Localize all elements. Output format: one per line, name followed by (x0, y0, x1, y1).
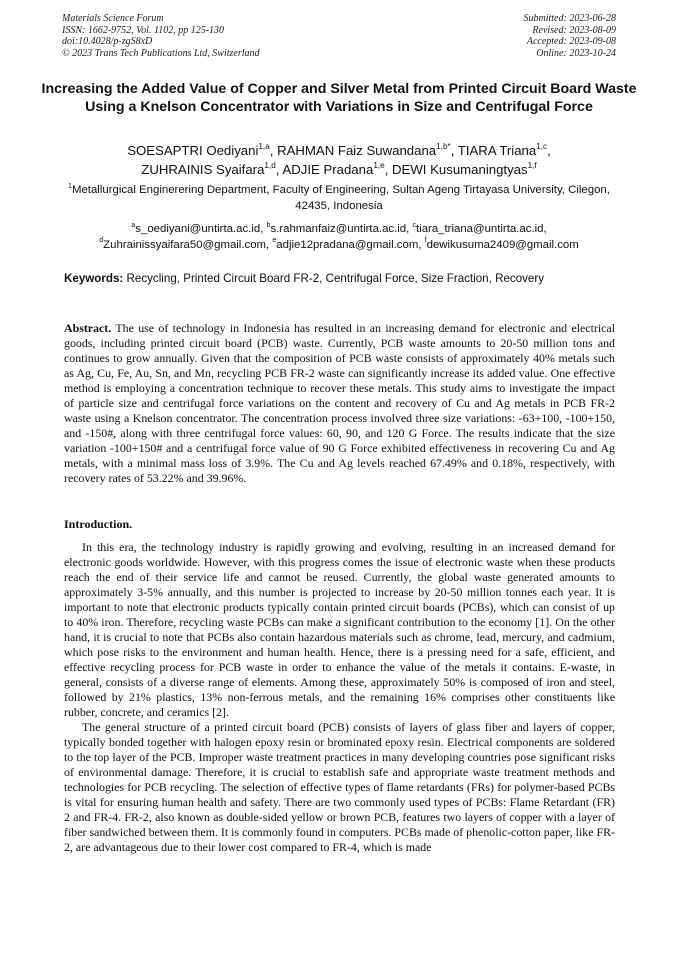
introduction-body (64, 540, 615, 855)
journal-info (62, 13, 260, 59)
author-name: SOESAPTRI Oediyani (127, 143, 259, 158)
author-name: ADJIE Pradana (282, 162, 374, 177)
email-mark: e (272, 237, 277, 244)
date-accepted: Accepted: 2023-09-08 (526, 36, 616, 48)
journal-issn: ISSN: 1662-9752, Vol. 1102, pp 125-130 (62, 24, 225, 36)
author-name: ZUHRAINIS Syaifara (141, 162, 265, 177)
email-mark: c (412, 221, 417, 229)
keywords (64, 271, 624, 286)
author-affiliation-mark: 1,e (373, 160, 385, 170)
author-list: SOESAPTRI Oediyani$^{1,a}$, RAHMAN Faiz Suwandana$^{1,b*}$, TIARA Triana$^{1,c}$, ZUHRAINIS Syaifara$^{1,d}$, ADJIE Pradana$^{1,e}$, DEWI Kusumaningtyas$^{1,f}$ (127, 141, 551, 177)
date-online: Online: 2023-10-24 (536, 47, 616, 59)
author-name: RAHMAN Faiz Suwandana (277, 143, 437, 158)
email-address: Zuhrainissyaifara50@gmail.com (103, 238, 267, 251)
journal-doi: doi:10.4028/p-zgS8xD (62, 36, 153, 48)
author-affiliation-mark: 1,b* (436, 141, 451, 151)
paper-title: Increasing the Added Value of Copper and Silver Metal from Printed Circuit Board Waste Using a Knelson Concentrator with Variations in Size and Centrifugal Force (41, 81, 637, 115)
author-affiliation-mark: 1,a (258, 141, 270, 151)
keywords-text: Recycling, Printed Circuit Board FR-2, Centrifugal Force, Size Fraction, Recovery (126, 272, 545, 285)
paragraph: The general structure of a printed circuit board (PCB) consists of layers of glass fiber and layers of copper, typically bonded together with halogen epoxy resin or brominated epoxy resin. Electrical components are soldered to the top layer of the PCB. Improper waste treatment practices in many developing countries pose significant risks of environmental damage. Therefore, it is crucial to establish safe and appropriate waste treatment methods and technologies for PCB recycling. The selection of effective types of flame retardants (FRs) for polymer-based PCBs is vital for ensuring human health and safety. There are two commonly used types of PCBs: Flame Retardant (FR) 2 and FR-4. FR-2, also known as double-sided yellow or brown PCB, features two layers of copper with a layer of fiber sandwiched between them. It is commonly found in computers. PCBs made of phenolic-cotton paper, like FR-2, are advantageous due to their lower cost compared to FR-4, which is made (64, 720, 615, 854)
affiliation (60, 183, 618, 214)
abstract-label: Abstract. (64, 321, 112, 335)
author-name: DEWI Kusumaningtyas (392, 162, 528, 177)
email-address: dewikusuma2409@gmail.com (426, 238, 579, 251)
paragraph: In this era, the technology industry is rapidly growing and evolving, resulting in an increased demand for electronic goods worldwide. However, with this progress comes the issue of electronic waste when these products reach the end of their service life and cannot be reused. Currently, the global waste generated amounts to approximately 3-5% annually, and this number is projected to increase by 20-50 million tonnes each year. It is important to note that electronic products typically contain printed circuit boards (PCBs), which can consist of up to 40% iron. Therefore, recycling waste PCBs can make a significant contribution to the economy [1]. On the other hand, it is crucial to note that PCBs also contain hazardous materials such as chrome, lead, mercury, and cadmium, which pose risks to the environment and human health. Hence, there is a pressing need for a safe, efficient, and effective recycling process for PCB waste in order to enhance the value of the metals it contains. E-waste, in general, consists of a diverse range of elements. Among these, approximately 50% is composed of iron and steel, followed by 21% plastics, 13% non-ferrous metals, and the remaining 16% comprises other constituents like rubber, concrete, and ceramics [2]. (64, 540, 615, 719)
author-emails: $^a$s_oediyani@untirta.ac.id, $^b$s.rahmanfaiz@untirta.ac.id, $^c$tiara_triana@untirta.ac.id, $^d$Zuhrainissyaifara50@gmail.com, $^e$adjie12pradana@gmail.com, $^f$dewikusuma2409@gmail.com (99, 221, 579, 251)
email-mark: b (266, 221, 271, 229)
keywords-label: Keywords: (64, 272, 124, 285)
email-address: s_oediyani@untirta.ac.id (135, 223, 261, 235)
journal-copyright: © 2023 Trans Tech Publications Ltd, Switzerland (62, 47, 260, 59)
author-affiliation-mark: 1,f (527, 160, 537, 170)
journal-name: Materials Science Forum (62, 13, 164, 24)
author-affiliation-mark: 1,d (264, 160, 276, 170)
email-address: s.rahmanfaiz@untirta.ac.id (270, 223, 407, 235)
author-name: TIARA Triana (457, 143, 537, 158)
author-affiliation-mark: 1,c (536, 141, 548, 151)
email-address: adjie12pradana@gmail.com (276, 238, 419, 251)
abstract-text: The use of technology in Indonesia has resulted in an increasing demand for electronic and electrical goods, including printed circuit board (PCB) waste. Currently, PCB waste amounts to 20-50 million tons and continues to grow annually. Given that the composition of PCB waste consists of approximately 40% metals such as Ag, Cu, Fe, Au, Sn, and Mn, recycling PCB FR-2 waste can significantly increase its added value. One effective method is employing a concentration technique to recover these metals. This study aims to investigate the impact of particle size and centrifugal force variations on the content and recovery of Cu and Ag metals in PCB FR-2 waste using a Knelson concentrator. The concentration process involved three size variations: -63+100, -100+150, and -150#, along with three centrifugal force values: 60, 90, and 120 G Force. The results indicate that the size variation -100+150# and a centrifugal force value of 90 G Force exhibited effectiveness in recovering Cu and Ag metals, with a minimal mass loss of 3.9%. The Cu and Ag levels reached 67.49% and 0.18%, respectively, with recovery rates of 53.22% and 39.96%. (64, 321, 616, 485)
date-revised: Revised: 2023-08-09 (532, 24, 616, 36)
date-submitted: Submitted: 2023-06-28 (523, 13, 616, 24)
email-address: tiara_triana@untirta.ac.id (416, 223, 544, 235)
affiliation-mark: 1 (68, 182, 72, 190)
publication-dates (524, 13, 617, 59)
email-mark: f (424, 237, 427, 244)
affiliation-text: Metallurgical Enginerering Department, Faculty of Engineering, Sultan Ageng Tirtayasa University, Cilegon, 42435, Indonesia (71, 184, 610, 212)
email-mark: a (131, 221, 136, 229)
section-heading-introduction: Introduction. (64, 517, 133, 531)
abstract (64, 321, 615, 486)
email-mark: d (99, 237, 104, 244)
